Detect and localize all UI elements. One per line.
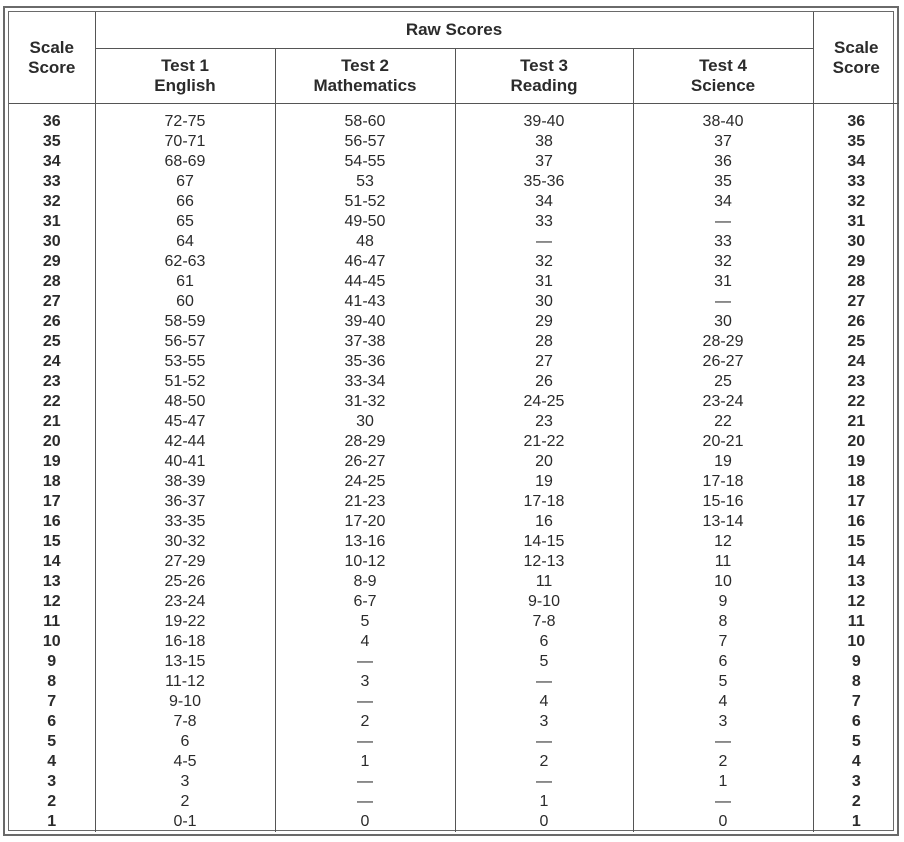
table-cell: 23 <box>535 413 553 430</box>
table-cell: 10 <box>714 573 732 590</box>
table-cell: 17 <box>847 493 866 510</box>
table-cell: 11 <box>847 613 865 630</box>
table-cell: 28 <box>535 333 553 350</box>
table-cell: 28 <box>847 273 866 290</box>
table-cell: 37 <box>535 153 553 170</box>
table-cell: 2 <box>718 753 728 770</box>
table-cell: 19 <box>714 453 732 470</box>
table-cell: 4-5 <box>173 753 197 770</box>
table-cell: 4 <box>539 693 549 710</box>
header-text: Test 4 <box>699 56 747 75</box>
table-cell: 38-39 <box>164 473 206 490</box>
table-cell: 9-10 <box>168 693 202 710</box>
table-cell: 36-37 <box>164 493 206 510</box>
table-cell: 64 <box>176 233 194 250</box>
table-cell: 24 <box>42 353 61 370</box>
table-cell: 56-57 <box>164 333 206 350</box>
table-cell: 8 <box>718 613 728 630</box>
table-cell: 21-22 <box>523 433 565 450</box>
table-cell: 11 <box>43 613 61 630</box>
header-text: Scale <box>834 37 879 57</box>
table-cell: 17 <box>42 493 61 510</box>
table-cell: — <box>536 733 552 750</box>
table-cell: 35-36 <box>344 353 386 370</box>
table-cell: 19 <box>42 453 61 470</box>
table-cell: 7-8 <box>173 713 197 730</box>
scale-score-header-left <box>9 12 95 104</box>
table-cell: 28-29 <box>702 333 744 350</box>
table-cell: 0 <box>360 813 370 830</box>
table-cell: 49-50 <box>344 213 386 230</box>
table-cell: 14-15 <box>523 533 565 550</box>
table-cell: 17-18 <box>702 473 744 490</box>
table-cell: 14 <box>42 553 61 570</box>
table-cell: 6 <box>539 633 549 650</box>
table-cell: 9 <box>851 653 861 670</box>
table-cell: 31 <box>42 213 61 230</box>
table-cell: 12 <box>714 533 732 550</box>
table-cell: 68-69 <box>164 153 206 170</box>
header-text: Reading <box>510 76 578 95</box>
table-cell: 13-14 <box>702 513 744 530</box>
table-cell: 6 <box>47 713 57 730</box>
table-cell: 5 <box>718 673 728 690</box>
table-cell: 27 <box>42 293 61 310</box>
table-cell: 31 <box>714 273 732 290</box>
table-cell: 3 <box>718 713 728 730</box>
table-cell: 28-29 <box>344 433 386 450</box>
table-cell: 40-41 <box>164 453 206 470</box>
english-column <box>95 104 275 833</box>
test-2-mathematics-header <box>275 49 455 104</box>
table-cell: 2 <box>360 713 370 730</box>
table-cell: 20-21 <box>702 433 744 450</box>
table-cell: 22 <box>714 413 732 430</box>
table-cell: 13 <box>42 573 61 590</box>
table-cell: 25 <box>847 333 866 350</box>
header-text: Test 1 <box>161 56 209 75</box>
table-cell: 15 <box>847 533 866 550</box>
table-cell: 46-47 <box>344 253 386 270</box>
table-cell: 31 <box>535 273 553 290</box>
table-cell: 2 <box>851 793 861 810</box>
table-cell: — <box>536 773 552 790</box>
table-cell: 4 <box>360 633 370 650</box>
table-cell: 1 <box>539 793 549 810</box>
table-cell: 37 <box>714 133 732 150</box>
table-cell: 4 <box>851 753 861 770</box>
table-cell: 33 <box>42 173 61 190</box>
table-cell: 15 <box>42 533 61 550</box>
table-cell: — <box>357 653 373 670</box>
table-cell: — <box>536 673 552 690</box>
table-cell: 60 <box>176 293 194 310</box>
table-cell: 19 <box>847 453 866 470</box>
table-cell: 12 <box>42 593 61 610</box>
table-cell: 38 <box>535 133 553 150</box>
table-cell: 36 <box>847 113 866 130</box>
table-cell: 24-25 <box>523 393 565 410</box>
table-cell: 8-9 <box>353 573 377 590</box>
table-cell: 9 <box>47 653 57 670</box>
table-cell: 33 <box>847 173 866 190</box>
table-cell: 11 <box>535 573 553 590</box>
table-cell: 35 <box>42 133 61 150</box>
table-cell: 32 <box>535 253 553 270</box>
table-cell: 33 <box>714 233 732 250</box>
table-cell: 61 <box>176 273 194 290</box>
table-cell: — <box>357 733 373 750</box>
scale-score-column-right <box>813 104 899 833</box>
table-cell: 19-22 <box>164 613 206 630</box>
table-cell: — <box>357 793 373 810</box>
table-cell: — <box>357 693 373 710</box>
table-cell: 3 <box>539 713 549 730</box>
table-cell: 6 <box>851 713 861 730</box>
test-3-reading-header <box>455 49 633 104</box>
table-cell: 7 <box>851 693 861 710</box>
table-cell: 26 <box>535 373 553 390</box>
table-cell: 4 <box>718 693 728 710</box>
table-cell: 29 <box>42 253 61 270</box>
table-cell: 23-24 <box>164 593 206 610</box>
table-cell: 21 <box>847 413 866 430</box>
table-cell: — <box>715 293 731 310</box>
table-cell: 13 <box>847 573 866 590</box>
table-cell: 3 <box>180 773 190 790</box>
table-cell: 7-8 <box>532 613 556 630</box>
table-cell: 30-32 <box>164 533 206 550</box>
table-cell: 34 <box>714 193 732 210</box>
table-cell: 25-26 <box>164 573 206 590</box>
table-cell: 5 <box>851 733 861 750</box>
score-conversion-table <box>9 12 899 832</box>
table-cell: 72-75 <box>164 113 206 130</box>
table-cell: 37-38 <box>344 333 386 350</box>
table-cell: 53-55 <box>164 353 206 370</box>
table-cell: 2 <box>47 793 57 810</box>
table-cell: 27 <box>847 293 866 310</box>
table-cell: — <box>715 213 731 230</box>
header-text: Test 3 <box>520 56 568 75</box>
table-cell: — <box>536 233 552 250</box>
table-cell: 23 <box>42 373 61 390</box>
table-cell: 12-13 <box>523 553 565 570</box>
table-cell: 7 <box>47 693 57 710</box>
table-cell: 11 <box>714 553 732 570</box>
table-cell: 26-27 <box>344 453 386 470</box>
table-cell: 30 <box>356 413 374 430</box>
scale-score-column-left <box>9 104 95 833</box>
table-cell: 26-27 <box>702 353 744 370</box>
table-cell: 23 <box>847 373 866 390</box>
table-cell: 8 <box>851 673 861 690</box>
reading-column <box>455 104 633 833</box>
header-text: Score <box>28 57 76 77</box>
table-cell: 62-63 <box>164 253 206 270</box>
table-cell: 2 <box>539 753 549 770</box>
table-cell: 26 <box>42 313 61 330</box>
table-cell: 17-20 <box>344 513 386 530</box>
table-cell: 16 <box>535 513 553 530</box>
table-cell: 33-35 <box>164 513 206 530</box>
table-cell: 44-45 <box>344 273 386 290</box>
table-cell: 10 <box>42 633 61 650</box>
table-cell: 1 <box>47 813 57 830</box>
table-cell: 6-7 <box>353 593 377 610</box>
table-cell: 0-1 <box>173 813 197 830</box>
table-cell: 15-16 <box>702 493 744 510</box>
table-cell: 19 <box>535 473 553 490</box>
table-cell: 36 <box>714 153 732 170</box>
table-cell: 0 <box>539 813 549 830</box>
table-cell: 30 <box>42 233 61 250</box>
table-cell: 1 <box>851 813 861 830</box>
table-cell: 22 <box>42 393 61 410</box>
table-cell: 25 <box>714 373 732 390</box>
table-cell: 58-60 <box>344 113 386 130</box>
table-cell: 2 <box>180 793 190 810</box>
table-cell: 51-52 <box>344 193 386 210</box>
table-cell: 3 <box>47 773 57 790</box>
header-text: Score <box>832 57 880 77</box>
table-cell: 9 <box>718 593 728 610</box>
table-cell: 65 <box>176 213 194 230</box>
table-cell: 58-59 <box>164 313 206 330</box>
table-cell: 27-29 <box>164 553 206 570</box>
table-cell: 14 <box>847 553 866 570</box>
table-cell: 70-71 <box>164 133 206 150</box>
table-cell: 25 <box>42 333 61 350</box>
science-column <box>633 104 813 833</box>
table-cell: 1 <box>360 753 370 770</box>
table-cell: 20 <box>42 433 61 450</box>
table-cell: 21 <box>42 413 61 430</box>
table-cell: 3 <box>851 773 861 790</box>
table-cell: 35-36 <box>523 173 565 190</box>
table-cell: 20 <box>535 453 553 470</box>
header-text: Science <box>690 76 756 95</box>
table-cell: 54-55 <box>344 153 386 170</box>
table-cell: 17-18 <box>523 493 565 510</box>
table-cell: 34 <box>42 153 61 170</box>
table-cell: 27 <box>535 353 553 370</box>
table-cell: 32 <box>847 193 866 210</box>
table-cell: 24-25 <box>344 473 386 490</box>
header-text: Test 2 <box>341 56 389 75</box>
table-cell: — <box>357 773 373 790</box>
table-cell: 34 <box>535 193 553 210</box>
table-cell: 20 <box>847 433 866 450</box>
table-cell: 24 <box>847 353 866 370</box>
table-cell: 7 <box>718 633 728 650</box>
table-cell: 5 <box>47 733 57 750</box>
table-cell: 0 <box>718 813 728 830</box>
table-cell: 36 <box>42 113 61 130</box>
test-1-english-header <box>95 49 275 104</box>
table-cell: 28 <box>42 273 61 290</box>
table-cell: 16 <box>42 513 61 530</box>
table-cell: 29 <box>535 313 553 330</box>
table-cell: 18 <box>847 473 866 490</box>
table-cell: 39-40 <box>344 313 386 330</box>
table-cell: 23-24 <box>702 393 744 410</box>
table-cell: 16 <box>847 513 866 530</box>
table-cell: 10 <box>847 633 866 650</box>
table-cell: 30 <box>847 233 866 250</box>
table-cell: 48-50 <box>164 393 206 410</box>
table-cell: 42-44 <box>164 433 206 450</box>
table-cell: 21-23 <box>344 493 386 510</box>
table-cell: 6 <box>180 733 190 750</box>
table-cell: 18 <box>42 473 61 490</box>
table-cell: 41-43 <box>344 293 386 310</box>
table-cell: 30 <box>714 313 732 330</box>
table-cell: 39-40 <box>523 113 565 130</box>
header-text: Scale <box>29 37 74 57</box>
score-conversion-table-frame <box>3 6 899 836</box>
table-cell: 67 <box>176 173 194 190</box>
table-cell: 66 <box>176 193 194 210</box>
table-cell: 16-18 <box>164 633 206 650</box>
table-cell: 13-16 <box>344 533 386 550</box>
header-text: Mathematics <box>313 76 417 95</box>
table-cell: 6 <box>718 653 728 670</box>
table-cell: 32 <box>42 193 61 210</box>
table-cell: — <box>715 733 731 750</box>
test-4-science-header <box>633 49 813 104</box>
table-cell: 3 <box>360 673 370 690</box>
table-cell: 53 <box>356 173 374 190</box>
table-cell: 35 <box>847 133 866 150</box>
table-cell: 34 <box>847 153 866 170</box>
table-cell: 5 <box>539 653 549 670</box>
table-cell: 4 <box>47 753 57 770</box>
table-cell: 1 <box>718 773 728 790</box>
table-cell: 9-10 <box>527 593 561 610</box>
table-cell: 33-34 <box>344 373 386 390</box>
header-text: English <box>154 76 216 95</box>
table-cell: 22 <box>847 393 866 410</box>
table-cell: 30 <box>535 293 553 310</box>
mathematics-column <box>275 104 455 833</box>
table-cell: 26 <box>847 313 866 330</box>
table-cell: — <box>715 793 731 810</box>
table-cell: 51-52 <box>164 373 206 390</box>
table-cell: 48 <box>356 233 374 250</box>
table-cell: 8 <box>47 673 57 690</box>
table-cell: 31-32 <box>344 393 386 410</box>
table-cell: 38-40 <box>702 113 744 130</box>
table-cell: 29 <box>847 253 866 270</box>
table-cell: 5 <box>360 613 370 630</box>
scale-score-header-right <box>813 12 899 104</box>
table-cell: 33 <box>535 213 553 230</box>
table-cell: 56-57 <box>344 133 386 150</box>
table-cell: 35 <box>714 173 732 190</box>
table-cell: 31 <box>847 213 866 230</box>
table-cell: 11-12 <box>165 673 205 690</box>
table-cell: 45-47 <box>164 413 206 430</box>
table-cell: 32 <box>714 253 732 270</box>
table-cell: 12 <box>847 593 866 610</box>
table-cell: 10-12 <box>344 553 386 570</box>
raw-scores-header: Raw Scores <box>95 12 813 49</box>
table-cell: 13-15 <box>164 653 206 670</box>
